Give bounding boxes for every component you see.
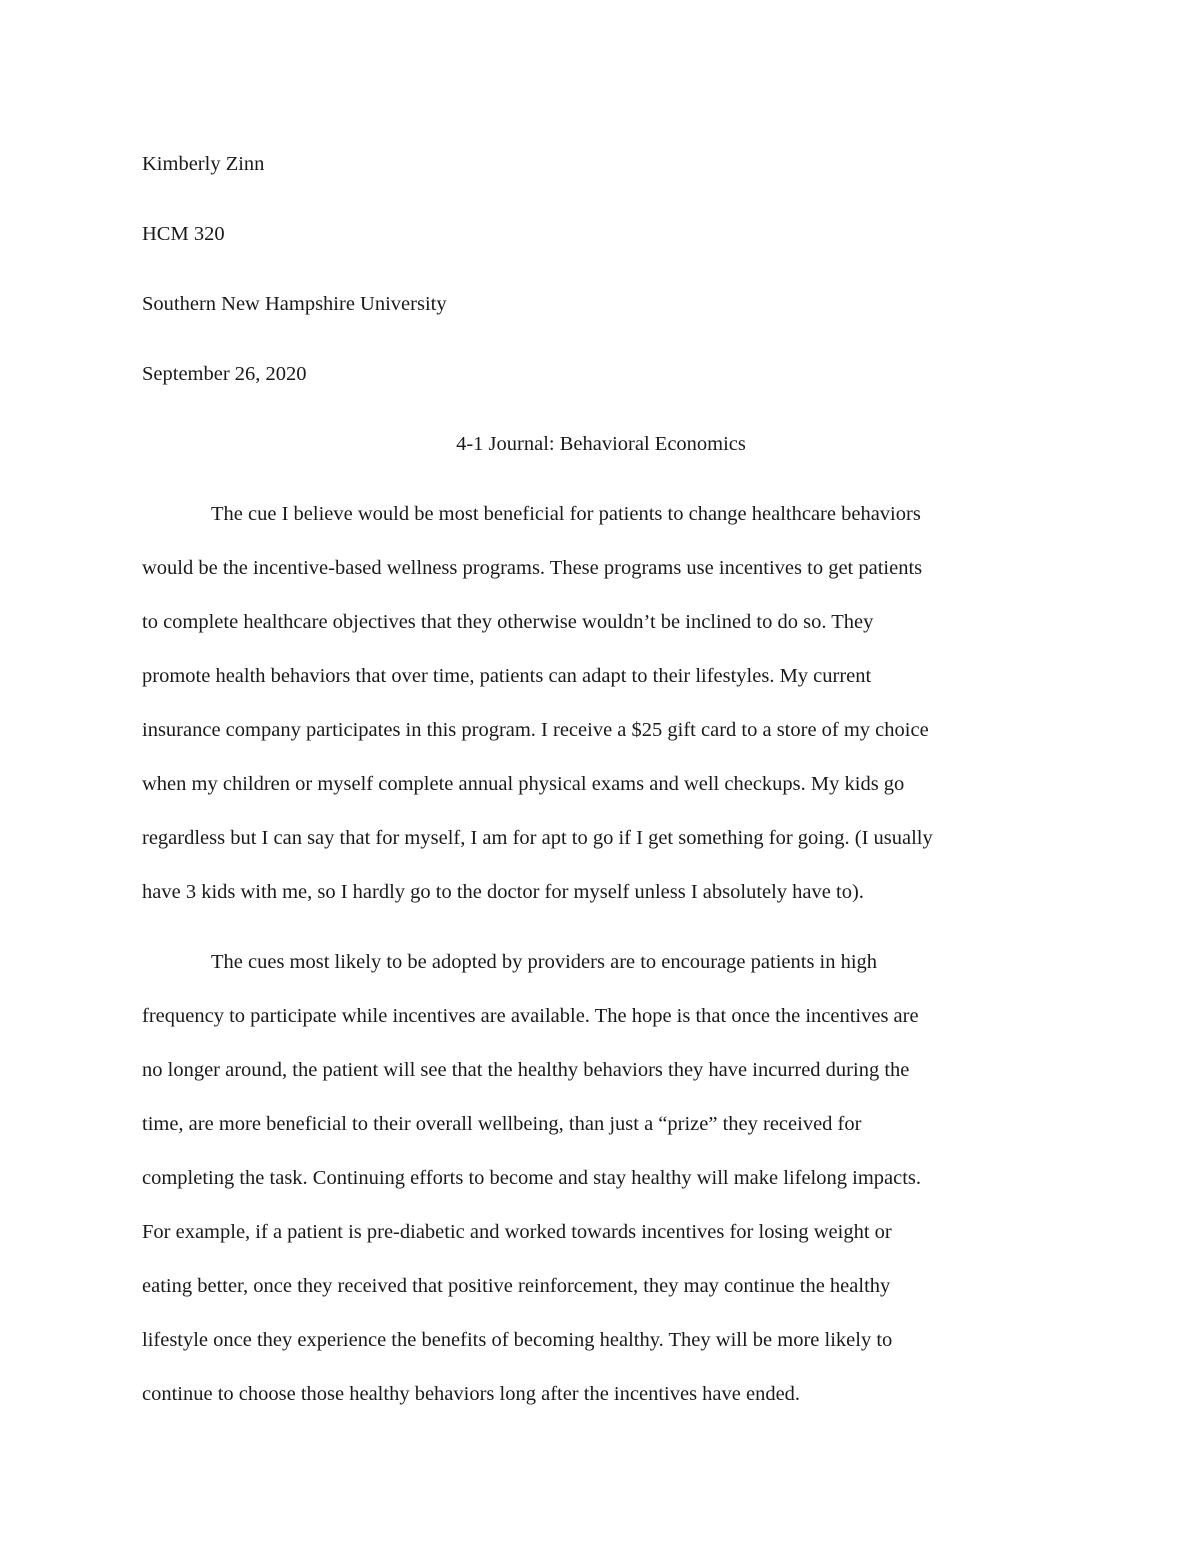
institution-name: Southern New Hampshire University <box>142 293 447 315</box>
paragraph-line: when my children or myself complete annual physical exams and well checkups. My kids go <box>142 773 905 795</box>
paragraph-1 <box>142 487 1060 919</box>
course-code: HCM 320 <box>142 223 225 245</box>
document-body <box>142 137 1060 1437</box>
paragraph-line: to complete healthcare objectives that they otherwise wouldn’t be inclined to do so. They <box>142 611 874 633</box>
paragraph-2 <box>142 935 1060 1421</box>
paragraph-line: regardless but I can say that for myself, I am for apt to go if I get something for going. (I usually <box>142 827 933 849</box>
paragraph-line: have 3 kids with me, so I hardly go to the doctor for myself unless I absolutely have to). <box>142 881 864 903</box>
paragraph-line: The cue I believe would be most beneficial for patients to change healthcare behaviors <box>211 503 921 525</box>
paragraph-line: time, are more beneficial to their overall wellbeing, than just a “prize” they received for <box>142 1113 862 1135</box>
paragraph-line: lifestyle once they experience the benefits of becoming healthy. They will be more likely to <box>142 1329 893 1351</box>
document-title: 4-1 Journal: Behavioral Economics <box>456 433 746 455</box>
paragraph-line: The cues most likely to be adopted by providers are to encourage patients in high <box>211 951 878 973</box>
paragraph-line: insurance company participates in this program. I receive a $25 gift card to a store of my choice <box>142 719 929 741</box>
paragraph-line: eating better, once they received that positive reinforcement, they may continue the healthy <box>142 1275 891 1297</box>
paragraph-line: promote health behaviors that over time, patients can adapt to their lifestyles. My current <box>142 665 872 687</box>
paragraph-line: For example, if a patient is pre-diabetic and worked towards incentives for losing weight or <box>142 1221 892 1243</box>
paragraph-line: would be the incentive-based wellness programs. These programs use incentives to get patients <box>142 557 923 579</box>
author-name: Kimberly Zinn <box>142 153 265 175</box>
paragraph-line: no longer around, the patient will see that the healthy behaviors they have incurred during the <box>142 1059 910 1081</box>
paragraph-line: frequency to participate while incentives are available. The hope is that once the incentives are <box>142 1005 919 1027</box>
paragraph-line: completing the task. Continuing efforts to become and stay healthy will make lifelong impacts. <box>142 1167 922 1189</box>
document-date: September 26, 2020 <box>142 363 307 385</box>
paragraph-line: continue to choose those healthy behaviors long after the incentives have ended. <box>142 1383 801 1405</box>
